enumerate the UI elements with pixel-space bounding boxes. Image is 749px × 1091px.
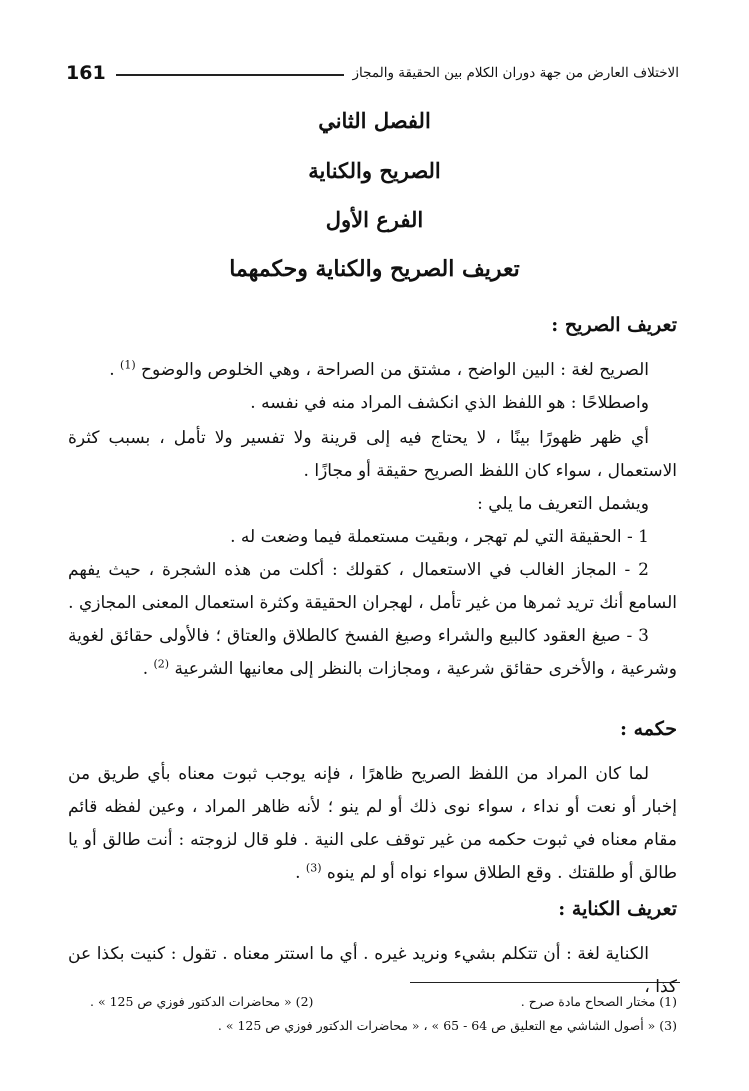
sarih-p4: ويشمل التعريف ما يلي : bbox=[477, 494, 649, 514]
sarih-p2: واصطلاحًا : هو اللفظ الذي انكشف المراد منه في نفسه . bbox=[250, 393, 649, 413]
list-item-3 bbox=[68, 620, 677, 686]
branch-title: الفرع الأول bbox=[325, 207, 424, 232]
hukm-block bbox=[68, 758, 677, 890]
running-title: الاختلاف العارض من جهة دوران الكلام بين الحقيقة والمجاز bbox=[352, 65, 679, 81]
list-item-3-text: 3 - صيغ العقود كالبيع والشراء وصيغ الفسخ كالطلاق والعتاق ؛ فالأولى حقائق لغوية وشرعية ، والأخرى حقائق شرعية ، ومجازات بالنظر إلى معانيها الشرعية bbox=[68, 626, 677, 679]
hukm-heading: حكمه : bbox=[619, 718, 677, 740]
footnote-ref-2: (2) bbox=[153, 657, 170, 671]
header-rule bbox=[116, 74, 345, 76]
sarih-p1 bbox=[68, 354, 677, 387]
footnote-1: (1) مختار الصحاح مادة صرح . bbox=[520, 994, 677, 1009]
footnote-ref-3: (3) bbox=[305, 861, 322, 875]
branch-subject: تعريف الصريح والكناية وحكمهما bbox=[229, 256, 520, 282]
hukm-p1 bbox=[68, 758, 677, 890]
sarih-p1-end: . bbox=[109, 360, 115, 380]
sarih-p3: أي ظهر ظهورًا بينًا ، لا يحتاج فيه إلى قرينة ولا تفسير ولا تأمل ، بسبب كثرة الاستعمال ، سواء كان اللفظ الصريح حقيقة أو مجازًا . bbox=[68, 428, 677, 481]
list-item-2: 2 - المجاز الغالب في الاستعمال ، كقولك : أكلت من هذه الشجرة ، حيث يفهم السامع أنك تريد ثمرها من غير تأمل ، لهجران الحقيقة وكثرة استعمال المعنى المجازي . bbox=[68, 560, 677, 613]
kinaya-p1: الكناية لغة : أن تتكلم بشيء ونريد غيره . أي ما استتر معناه . تقول : كنيت بكذا عن كذا ، bbox=[68, 944, 677, 997]
footnotes bbox=[90, 990, 677, 1038]
page-header bbox=[66, 58, 679, 88]
footnote-3: (3) « أصول الشاشي مع التعليق ص 64 - 65 » ، « محاضرات الدكتور فوزي ص 125 » . bbox=[217, 1018, 677, 1033]
hukm-p1-end: . bbox=[295, 863, 301, 883]
chapter-subject: الصريح والكناية bbox=[308, 158, 441, 183]
hukm-p1-text: لما كان المراد من اللفظ الصريح ظاهرًا ، فإنه يوجب ثبوت معناه بأي طريق من إخبار أو نعت أو نداء ، سواء نوى ذلك أو لم ينو ؛ لأنه ظاهر المراد ، وعين لفظه قائم مقام معناه في ثبوت حكمه من غير توقف على النية . فلو قال لزوجته : أنت طالق أو يا طالق أو طلقتك . وقع الطلاق سواء نواه أو لم ينوه bbox=[68, 764, 677, 883]
sarih-definition-block bbox=[68, 354, 677, 686]
list-item-1: 1 - الحقيقة التي لم تهجر ، وبقيت مستعملة فيما وضعت له . bbox=[230, 527, 649, 547]
footnote-2: (2) « محاضرات الدكتور فوزي ص 125 » . bbox=[90, 994, 314, 1009]
list-item-3-end: . bbox=[142, 659, 149, 679]
footnote-row-1 bbox=[90, 990, 677, 1014]
sarih-heading: تعريف الصريح : bbox=[551, 314, 677, 336]
page-number: 161 bbox=[66, 62, 106, 84]
kinaya-heading: تعريف الكناية : bbox=[558, 898, 677, 920]
sarih-p1-text: الصريح لغة : البين الواضح ، مشتق من الصراحة ، وهي الخلوص والوضوح bbox=[141, 360, 649, 380]
chapter-title: الفصل الثاني bbox=[318, 108, 431, 133]
footnote-ref-1: (1) bbox=[120, 358, 136, 372]
footnote-rule bbox=[410, 982, 680, 983]
